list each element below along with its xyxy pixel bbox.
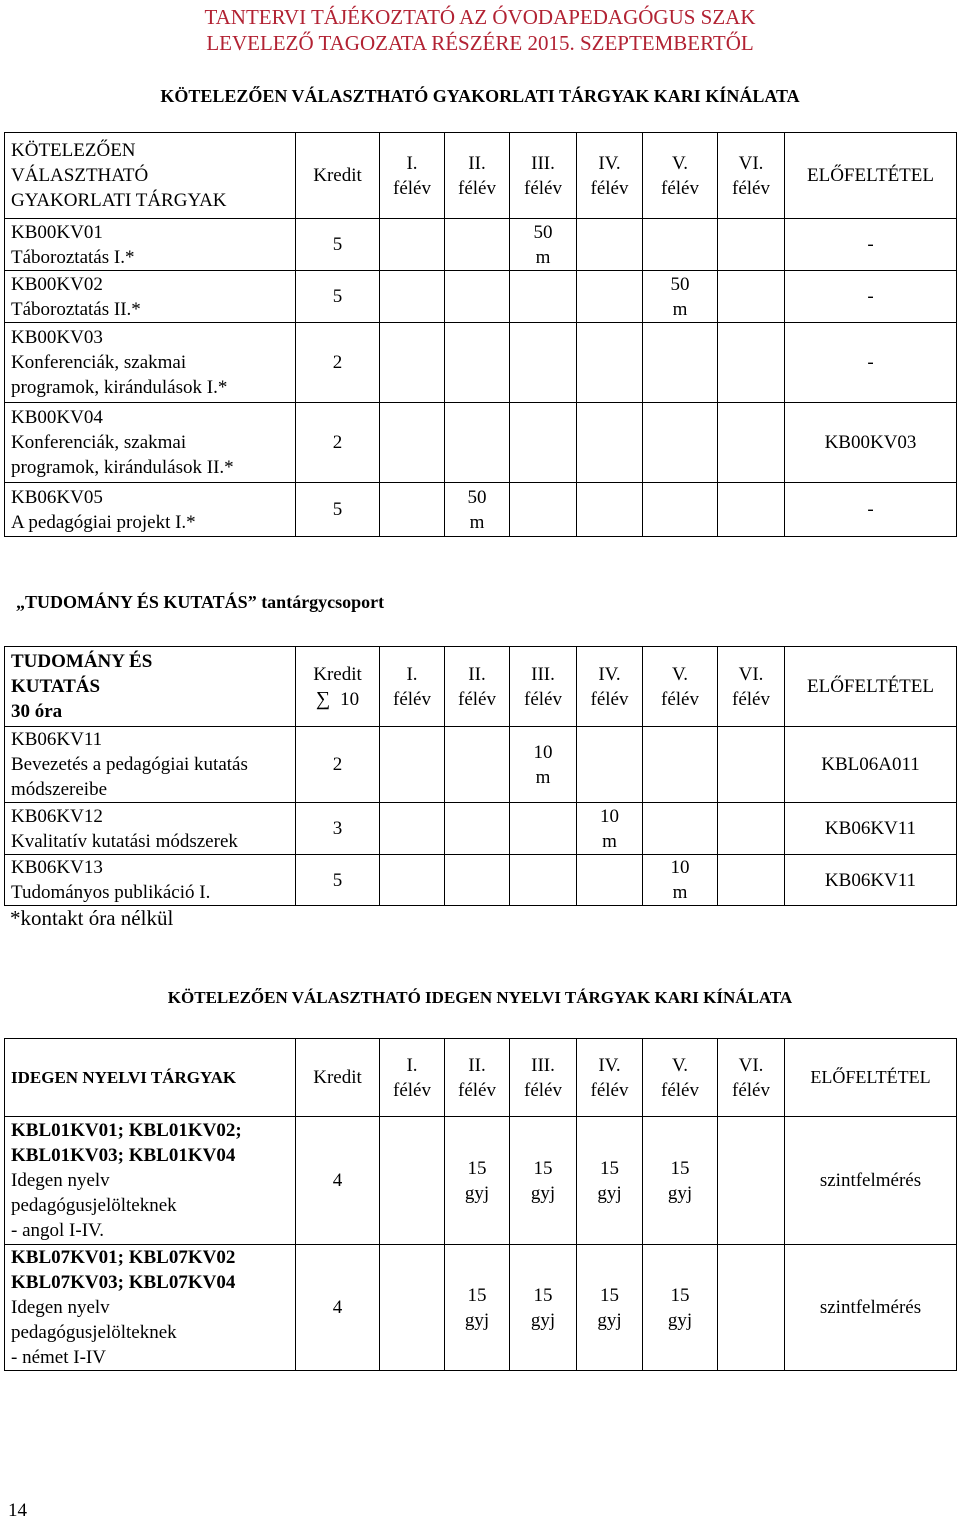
semester-4-header: IV. félév [577,133,643,219]
semester-5-header: V. félév [643,133,718,219]
table-header-row: IDEGEN NYELVI TÁRGYAK Kredit I. félév II. félév III. félév IV. félév V. félév VI. félév ELŐFELTÉTEL [5,1039,957,1117]
section2-title: „TUDOMÁNY ÉS KUTATÁS” tantárgycsoport [16,592,385,612]
header-line-2: LEVELEZŐ TAGOZATA RÉSZÉRE 2015. SZEPTEMBERTŐL [206,31,754,55]
subject-header: IDEGEN NYELVI TÁRGYAK [5,1039,296,1117]
document-header [0,4,960,56]
subject-header: TUDOMÁNY ÉS KUTATÁS 30 óra [5,647,296,727]
header-line-1: TANTERVI TÁJÉKOZTATÓ AZ ÓVODAPEDAGÓGUS SZAK [204,5,756,29]
kredit-header: Kredit ∑ 10 [296,647,380,727]
table-row: KB06KV13 Tudományos publikáció I. 5 10 m KB06KV11 [5,855,957,906]
subject-header: KÖTELEZŐEN VÁLASZTHATÓ GYAKORLATI TÁRGYAK [5,133,296,219]
table-row: KBL01KV01; KBL01KV02; KBL01KV03; KBL01KV04 Idegen nyelv pedagógusjelölteknek - angol I-IV. 4 15 gyj 15 gyj 15 gyj 15 gyj szintfelmérés [5,1117,957,1245]
section3-title: KÖTELEZŐEN VÁLASZTHATÓ IDEGEN NYELVI TÁRGYAK KARI KÍNÁLATA [167,988,793,1007]
table-row: KB00KV02 Táboroztatás II.* 5 50 m - [5,271,957,323]
sum-icon: ∑ [315,687,331,710]
table-row: KB00KV03 Konferenciák, szakmai programok, kirándulások I.* 2 - [5,323,957,403]
table-row: KBL07KV01; KBL07KV02 KBL07KV03; KBL07KV04 Idegen nyelv pedagógusjelölteknek - német I-IV 4 15 gyj 15 gyj 15 gyj 15 gyj szintfelmérés [5,1245,957,1371]
semester-1-header: I. félév [380,133,445,219]
table-header-row: TUDOMÁNY ÉS KUTATÁS 30 óra Kredit ∑ 10 I. félév II. félév III. félév IV. félév V. félév VI. félév ELŐFELTÉTEL [5,647,957,727]
semester-2-header: II. félév [445,133,510,219]
page-number: 14 [8,1500,27,1521]
kredit-header: Kredit [296,133,380,219]
research-subjects-table [4,646,957,906]
footnote: *kontakt óra nélkül [10,906,174,930]
table-header-row [5,133,957,219]
practical-subjects-table [4,132,957,537]
section1-title: KÖTELEZŐEN VÁLASZTHATÓ GYAKORLATI TÁRGYAK KARI KÍNÁLATA [160,86,800,106]
semester-3-header: III. félév [510,133,577,219]
table-row: KB06KV11 Bevezetés a pedagógiai kutatás módszereibe 2 10 m KBL06A011 [5,727,957,803]
semester-6-header: VI. félév [718,133,785,219]
table-row: KB00KV01 Táboroztatás I.* 5 50 m - [5,219,957,271]
language-subjects-table [4,1038,957,1371]
table-row: KB06KV12 Kvalitatív kutatási módszerek 3 10 m KB06KV11 [5,803,957,855]
prereq-header: ELŐFELTÉTEL [785,133,957,219]
table-row: KB00KV04 Konferenciák, szakmai programok, kirándulások II.* 2 KB00KV03 [5,403,957,483]
table-row: KB06KV05 A pedagógiai projekt I.* 5 50 m - [5,483,957,537]
